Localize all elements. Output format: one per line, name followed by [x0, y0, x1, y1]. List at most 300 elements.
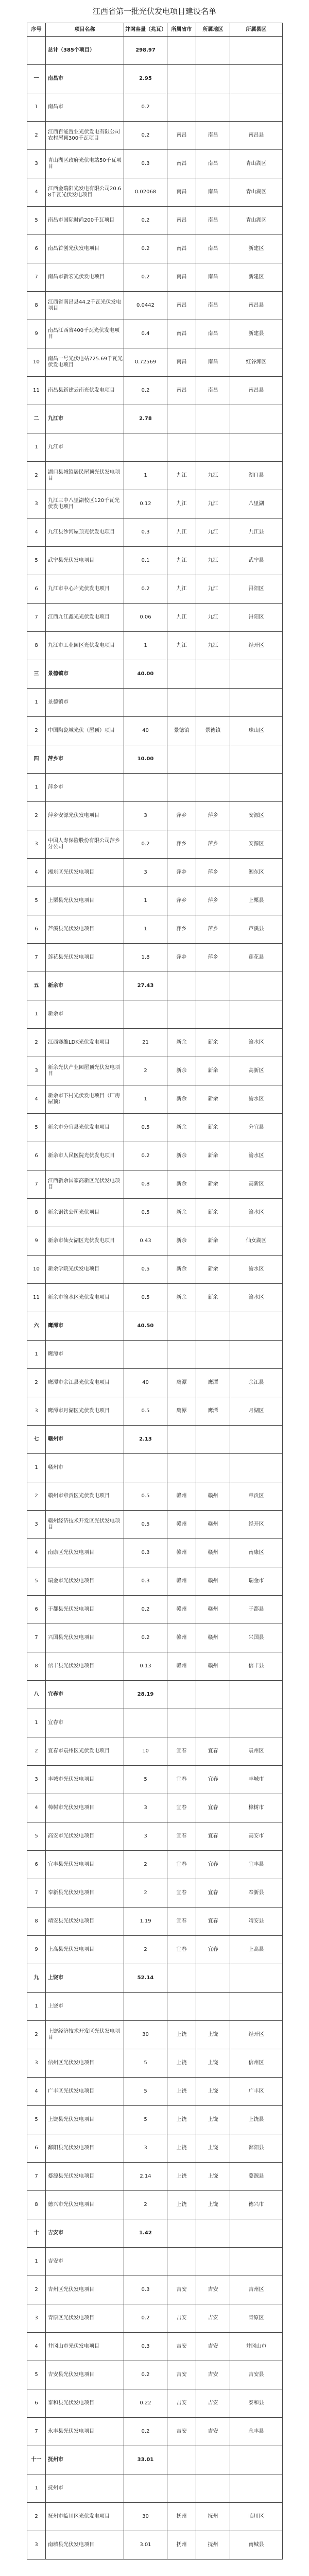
cell-project-name: 南昌市新宏光伏发电项目	[46, 263, 124, 292]
cell-city: 南昌	[196, 207, 230, 235]
cell-city: 上饶	[196, 2191, 230, 2219]
cell-county: 永丰县	[230, 2418, 283, 2446]
cell-capacity: 0.2	[124, 2304, 167, 2333]
cell-project-name: 江西赛维LDK光伏发电项目	[46, 1029, 124, 1057]
cell-index: 3	[27, 150, 46, 178]
table-row	[27, 2191, 283, 2219]
cell-project-name: 景德镇市	[46, 660, 124, 689]
cell-index: 1	[27, 93, 46, 122]
header-province-city: 所属省市	[167, 23, 196, 37]
cell-province-city: 南昌	[167, 263, 196, 292]
cell-province-city: 新余	[167, 1199, 196, 1227]
cell-province-city	[167, 1454, 196, 1482]
cell-index: 二	[27, 405, 46, 433]
cell-project-name: 南昌市	[46, 93, 124, 122]
cell-capacity: 0.2	[124, 122, 167, 150]
cell-project-name: 赣州市	[46, 1454, 124, 1482]
cell-capacity: 3	[124, 1794, 167, 1822]
cell-county: 渝水区	[230, 1284, 283, 1312]
cell-city: 新余	[196, 1057, 230, 1085]
cell-county: 高新区	[230, 1170, 283, 1199]
cell-capacity: 40.00	[124, 660, 167, 689]
cell-index: 4	[27, 1085, 46, 1114]
cell-capacity: 1	[124, 887, 167, 915]
cell-county: 袁州区	[230, 1737, 283, 1766]
cell-city: 宜春	[196, 1822, 230, 1851]
cell-project-name: 新余钢铁公司光伏项目	[46, 1199, 124, 1227]
cell-province-city	[167, 774, 196, 802]
table-row	[27, 1794, 283, 1822]
cell-county	[230, 1681, 283, 1709]
cell-capacity: 2.95	[124, 65, 167, 93]
cell-city	[196, 1964, 230, 1993]
cell-capacity: 30	[124, 2021, 167, 2049]
cell-index: 5	[27, 2361, 46, 2389]
cell-project-name: 抚州市	[46, 2474, 124, 2503]
cell-capacity: 0.2	[124, 1624, 167, 1652]
table-row	[27, 887, 283, 915]
cell-province-city: 吉安	[167, 2333, 196, 2361]
table-row	[27, 1114, 283, 1142]
cell-province-city	[167, 660, 196, 689]
cell-index: 5	[27, 887, 46, 915]
cell-project-name: 九江三中八里湖校区120千瓦光伏发电项目	[46, 490, 124, 518]
cell-province-city: 萍乡	[167, 944, 196, 972]
cell-province-city: 南昌	[167, 235, 196, 263]
cell-project-name: 新余市分宜县光伏发电项目	[46, 1114, 124, 1142]
cell-province-city: 南昌	[167, 320, 196, 348]
table-row	[27, 1256, 283, 1284]
cell-city: 九江	[196, 632, 230, 660]
cell-index: 2	[27, 462, 46, 490]
table-row	[27, 2248, 283, 2276]
cell-county: 临川区	[230, 2503, 283, 2531]
cell-city: 吉安	[196, 2276, 230, 2304]
table-row	[27, 2134, 283, 2163]
cell-project-name: 赣州市	[46, 1426, 124, 1454]
cell-province-city: 上饶	[167, 2163, 196, 2191]
cell-capacity: 0.02068	[124, 178, 167, 207]
cell-index: 4	[27, 518, 46, 547]
cell-capacity: 2.14	[124, 2163, 167, 2191]
cell-project-name: 九江市	[46, 405, 124, 433]
cell-county	[230, 1000, 283, 1029]
cell-city: 九江	[196, 547, 230, 575]
cell-city	[196, 1709, 230, 1737]
cell-project-name: 婺源县光伏发电项目	[46, 2163, 124, 2191]
cell-project-name: 井冈山市光伏发电项目	[46, 2333, 124, 2361]
cell-county: 青山湖区	[230, 178, 283, 207]
cell-capacity: 3	[124, 1822, 167, 1851]
cell-county: 南城县	[230, 2531, 283, 2560]
section-row	[27, 1312, 283, 1341]
cell-index: 1	[27, 1993, 46, 2021]
cell-capacity: 0.3	[124, 518, 167, 547]
cell-capacity	[124, 774, 167, 802]
cell-capacity: 28.19	[124, 1681, 167, 1709]
cell-province-city: 萍乡	[167, 887, 196, 915]
cell-county	[230, 37, 283, 65]
cell-city: 宜春	[196, 1851, 230, 1879]
cell-county: 浔阳区	[230, 604, 283, 632]
table-row	[27, 2531, 283, 2560]
cell-province-city: 九江	[167, 632, 196, 660]
cell-project-name: 吉州区光伏发电项目	[46, 2276, 124, 2304]
cell-capacity: 0.5	[124, 1482, 167, 1511]
cell-province-city	[167, 1312, 196, 1341]
cell-county: 于都县	[230, 1596, 283, 1624]
cell-index: 7	[27, 1624, 46, 1652]
cell-capacity: 0.8	[124, 1170, 167, 1199]
cell-index: 2	[27, 122, 46, 150]
cell-capacity: 298.97	[124, 37, 167, 65]
table-row	[27, 1199, 283, 1227]
cell-project-name: 新余市	[46, 972, 124, 1000]
cell-project-name: 江西金瑞阳光发电有限公司20.68千瓦光伏发电项目	[46, 178, 124, 207]
cell-capacity: 0.2	[124, 207, 167, 235]
cell-capacity: 3	[124, 859, 167, 887]
cell-city: 萍乡	[196, 830, 230, 859]
cell-city: 南昌	[196, 320, 230, 348]
cell-county	[230, 2248, 283, 2276]
cell-index: 2	[27, 1029, 46, 1057]
cell-city: 抚州	[196, 2503, 230, 2531]
cell-project-name: 靖安县光伏发电项目	[46, 1908, 124, 1936]
cell-project-name: 鄱阳县光伏发电项目	[46, 2134, 124, 2163]
cell-capacity: 0.5	[124, 1114, 167, 1142]
cell-county: 青山湖区	[230, 207, 283, 235]
table-row	[27, 1737, 283, 1766]
cell-project-name: 上饶市	[46, 1993, 124, 2021]
table-body	[27, 37, 283, 2560]
cell-index: 2	[27, 717, 46, 745]
cell-province-city: 新余	[167, 1085, 196, 1114]
cell-capacity	[124, 1993, 167, 2021]
cell-county: 丰城市	[230, 1766, 283, 1794]
cell-capacity: 0.0442	[124, 292, 167, 320]
cell-index: 7	[27, 2163, 46, 2191]
cell-project-name: 信州区光伏发电项目	[46, 2049, 124, 2078]
table-row	[27, 915, 283, 944]
table-row	[27, 462, 283, 490]
cell-province-city	[167, 93, 196, 122]
cell-province-city: 鹰潭	[167, 1369, 196, 1397]
cell-province-city: 九江	[167, 490, 196, 518]
cell-province-city: 赣州	[167, 1596, 196, 1624]
cell-capacity: 0.43	[124, 1227, 167, 1256]
cell-city	[196, 433, 230, 462]
cell-city	[196, 1312, 230, 1341]
table-header-row	[27, 23, 283, 37]
cell-project-name: 武宁县光伏发电项目	[46, 547, 124, 575]
cell-project-name: 江西省南昌县44.2千瓦光伏发电项目	[46, 292, 124, 320]
cell-city: 景德镇	[196, 717, 230, 745]
cell-city: 新余	[196, 1085, 230, 1114]
cell-province-city	[167, 433, 196, 462]
header-project-name: 项目名称	[46, 23, 124, 37]
table-row	[27, 1397, 283, 1426]
cell-province-city	[167, 2474, 196, 2503]
cell-project-name: 永丰县光伏发电项目	[46, 2418, 124, 2446]
cell-county: 德兴市	[230, 2191, 283, 2219]
header-city: 所属地区	[196, 23, 230, 37]
cell-index: 3	[27, 2304, 46, 2333]
cell-index: 2	[27, 1369, 46, 1397]
table-row	[27, 2163, 283, 2191]
cell-province-city: 南昌	[167, 122, 196, 150]
cell-index: 9	[27, 1227, 46, 1256]
cell-capacity: 33.01	[124, 2446, 167, 2474]
cell-city: 新余	[196, 1199, 230, 1227]
cell-index: 六	[27, 1312, 46, 1341]
cell-capacity: 2.13	[124, 1426, 167, 1454]
table-row	[27, 1879, 283, 1908]
cell-index: 2	[27, 2503, 46, 2531]
table-row	[27, 122, 283, 150]
cell-province-city	[167, 689, 196, 717]
cell-capacity: 0.3	[124, 2333, 167, 2361]
cell-capacity: 1	[124, 915, 167, 944]
cell-project-name: 新余市下村光伏发电项目（厂房屋顶）	[46, 1085, 124, 1114]
cell-city: 上饶	[196, 2163, 230, 2191]
cell-capacity: 0.5	[124, 1397, 167, 1426]
cell-county: 新建区	[230, 235, 283, 263]
cell-project-name: 江西百能置业光伏发电有限公司农村屋顶300千瓦项目	[46, 122, 124, 150]
table-row	[27, 1085, 283, 1114]
table-row	[27, 2333, 283, 2361]
cell-county	[230, 1709, 283, 1737]
cell-capacity: 5	[124, 2078, 167, 2106]
cell-county: 仙女湖区	[230, 1227, 283, 1256]
cell-project-name: 青山湖区政府光伏电站50千瓦项目	[46, 150, 124, 178]
cell-capacity: 0.5	[124, 1256, 167, 1284]
cell-county: 南昌县	[230, 377, 283, 405]
table-row	[27, 2361, 283, 2389]
cell-project-name: 丰城市光伏发电项目	[46, 1766, 124, 1794]
cell-city: 南昌	[196, 292, 230, 320]
cell-city: 吉安	[196, 2361, 230, 2389]
cell-project-name: 萍乡市	[46, 774, 124, 802]
cell-county: 八里湖	[230, 490, 283, 518]
cell-capacity: 0.3	[124, 2276, 167, 2304]
cell-capacity: 0.5	[124, 1511, 167, 1539]
cell-province-city: 宜春	[167, 1936, 196, 1964]
cell-county: 宜丰县	[230, 1851, 283, 1879]
section-row	[27, 65, 283, 93]
cell-city: 九江	[196, 518, 230, 547]
table-row	[27, 1567, 283, 1596]
cell-index: 6	[27, 915, 46, 944]
section-row	[27, 1681, 283, 1709]
cell-capacity: 0.06	[124, 604, 167, 632]
cell-county: 上高县	[230, 1936, 283, 1964]
table-row	[27, 1029, 283, 1057]
cell-city: 萍乡	[196, 887, 230, 915]
cell-city	[196, 745, 230, 774]
cell-capacity: 0.13	[124, 1652, 167, 1681]
table-row	[27, 2106, 283, 2134]
cell-city	[196, 1454, 230, 1482]
cell-index: 九	[27, 1964, 46, 1993]
cell-city: 上饶	[196, 2049, 230, 2078]
cell-province-city: 抚州	[167, 2531, 196, 2560]
cell-project-name: 信丰县光伏发电项目	[46, 1652, 124, 1681]
table-row	[27, 150, 283, 178]
cell-capacity: 0.4	[124, 320, 167, 348]
cell-city: 鹰潭	[196, 1397, 230, 1426]
cell-city: 南昌	[196, 178, 230, 207]
cell-index: 2	[27, 1482, 46, 1511]
cell-project-name: 新余学院光伏发电项目	[46, 1256, 124, 1284]
cell-city: 赣州	[196, 1596, 230, 1624]
cell-capacity: 0.22	[124, 2389, 167, 2418]
cell-province-city: 宜春	[167, 1794, 196, 1822]
cell-index: 7	[27, 944, 46, 972]
cell-index: 8	[27, 1199, 46, 1227]
cell-city: 新余	[196, 1170, 230, 1199]
cell-city: 赣州	[196, 1567, 230, 1596]
cell-capacity: 30	[124, 2503, 167, 2531]
cell-project-name: 广丰区光伏发电项目	[46, 2078, 124, 2106]
cell-province-city: 萍乡	[167, 830, 196, 859]
cell-project-name: 抚州市	[46, 2446, 124, 2474]
cell-project-name: 中国人寿保险股份有限公司萍乡分公司	[46, 830, 124, 859]
table-row	[27, 1369, 283, 1397]
cell-province-city: 新余	[167, 1227, 196, 1256]
cell-province-city: 宜春	[167, 1737, 196, 1766]
cell-county	[230, 433, 283, 462]
cell-county	[230, 2446, 283, 2474]
table-row	[27, 1142, 283, 1170]
cell-capacity: 0.5	[124, 1199, 167, 1227]
cell-capacity: 0.2	[124, 1596, 167, 1624]
cell-county: 泰和县	[230, 2389, 283, 2418]
cell-project-name: 兴国县光伏发电项目	[46, 1624, 124, 1652]
cell-province-city	[167, 1993, 196, 2021]
cell-project-name: 上栗县光伏发电项目	[46, 887, 124, 915]
cell-county: 月湖区	[230, 1397, 283, 1426]
cell-capacity: 2.78	[124, 405, 167, 433]
cell-capacity: 5	[124, 2049, 167, 2078]
cell-capacity: 2	[124, 1936, 167, 1964]
cell-capacity: 0.2	[124, 830, 167, 859]
cell-city: 上饶	[196, 2106, 230, 2134]
cell-project-name: 南城县光伏发电项目	[46, 2531, 124, 2560]
cell-city	[196, 972, 230, 1000]
cell-index: 5	[27, 1822, 46, 1851]
cell-capacity: 1	[124, 632, 167, 660]
cell-county: 井冈山市	[230, 2333, 283, 2361]
section-row	[27, 745, 283, 774]
cell-index: 4	[27, 178, 46, 207]
cell-county: 广丰区	[230, 2078, 283, 2106]
table-row	[27, 774, 283, 802]
cell-capacity: 40	[124, 1369, 167, 1397]
cell-county: 青原区	[230, 2304, 283, 2333]
cell-project-name: 九江市中心片光伏发电项目	[46, 575, 124, 604]
cell-city	[196, 2219, 230, 2248]
cell-index: 7	[27, 263, 46, 292]
cell-province-city	[167, 1681, 196, 1709]
cell-index: 1	[27, 2474, 46, 2503]
cell-project-name: 新余市人民医院光伏发电项目	[46, 1142, 124, 1170]
cell-city	[196, 1426, 230, 1454]
cell-county: 莲花县	[230, 944, 283, 972]
cell-capacity: 2	[124, 2191, 167, 2219]
cell-capacity: 21	[124, 1029, 167, 1057]
cell-project-name: 南昌一号光伏电站725.69千瓦光伏发电项目	[46, 348, 124, 377]
cell-city: 新余	[196, 1029, 230, 1057]
cell-city	[196, 65, 230, 93]
cell-county: 樟树市	[230, 1794, 283, 1822]
table-row	[27, 1511, 283, 1539]
cell-index: 七	[27, 1426, 46, 1454]
cell-index: 3	[27, 1397, 46, 1426]
table-row	[27, 1936, 283, 1964]
cell-province-city: 萍乡	[167, 859, 196, 887]
cell-index: 11	[27, 377, 46, 405]
cell-capacity: 0.5	[124, 1284, 167, 1312]
cell-project-name: 南昌江西省400千瓦光伏发电项目	[46, 320, 124, 348]
cell-province-city	[167, 2219, 196, 2248]
cell-province-city: 景德镇	[167, 717, 196, 745]
cell-project-name: 南昌市国际时尚200千瓦项目	[46, 207, 124, 235]
cell-county	[230, 2474, 283, 2503]
cell-index	[27, 37, 46, 65]
cell-province-city: 上饶	[167, 2106, 196, 2134]
cell-city	[196, 660, 230, 689]
cell-project-name: 莲花县光伏发电项目	[46, 944, 124, 972]
cell-capacity: 0.2	[124, 263, 167, 292]
cell-index: 9	[27, 1936, 46, 1964]
cell-county: 经开区	[230, 632, 283, 660]
table-row	[27, 93, 283, 122]
cell-capacity: 0.3	[124, 150, 167, 178]
section-row	[27, 972, 283, 1000]
cell-county: 青山湖区	[230, 150, 283, 178]
cell-county: 上栗县	[230, 887, 283, 915]
cell-county: 南昌县	[230, 292, 283, 320]
cell-county: 湖口县	[230, 462, 283, 490]
cell-capacity: 10.00	[124, 745, 167, 774]
cell-capacity: 5	[124, 2106, 167, 2134]
table-row	[27, 2389, 283, 2418]
cell-project-name: 九江市	[46, 433, 124, 462]
section-row	[27, 1426, 283, 1454]
table-row	[27, 1057, 283, 1085]
cell-county: 吉安县	[230, 2361, 283, 2389]
cell-index: 5	[27, 1567, 46, 1596]
cell-project-name: 新余市	[46, 1000, 124, 1029]
table-row	[27, 2304, 283, 2333]
cell-province-city: 赣州	[167, 1511, 196, 1539]
cell-capacity: 10	[124, 1737, 167, 1766]
cell-capacity: 0.72569	[124, 348, 167, 377]
cell-capacity	[124, 1000, 167, 1029]
cell-province-city: 新余	[167, 1284, 196, 1312]
table-row	[27, 2021, 283, 2049]
cell-index: 5	[27, 547, 46, 575]
cell-province-city: 九江	[167, 462, 196, 490]
table-row	[27, 1851, 283, 1879]
cell-capacity: 1.19	[124, 1908, 167, 1936]
cell-city	[196, 1993, 230, 2021]
section-row	[27, 2219, 283, 2248]
cell-index: 1	[27, 1341, 46, 1369]
cell-province-city: 萍乡	[167, 802, 196, 830]
cell-project-name: 宜春市	[46, 1709, 124, 1737]
table-row	[27, 632, 283, 660]
